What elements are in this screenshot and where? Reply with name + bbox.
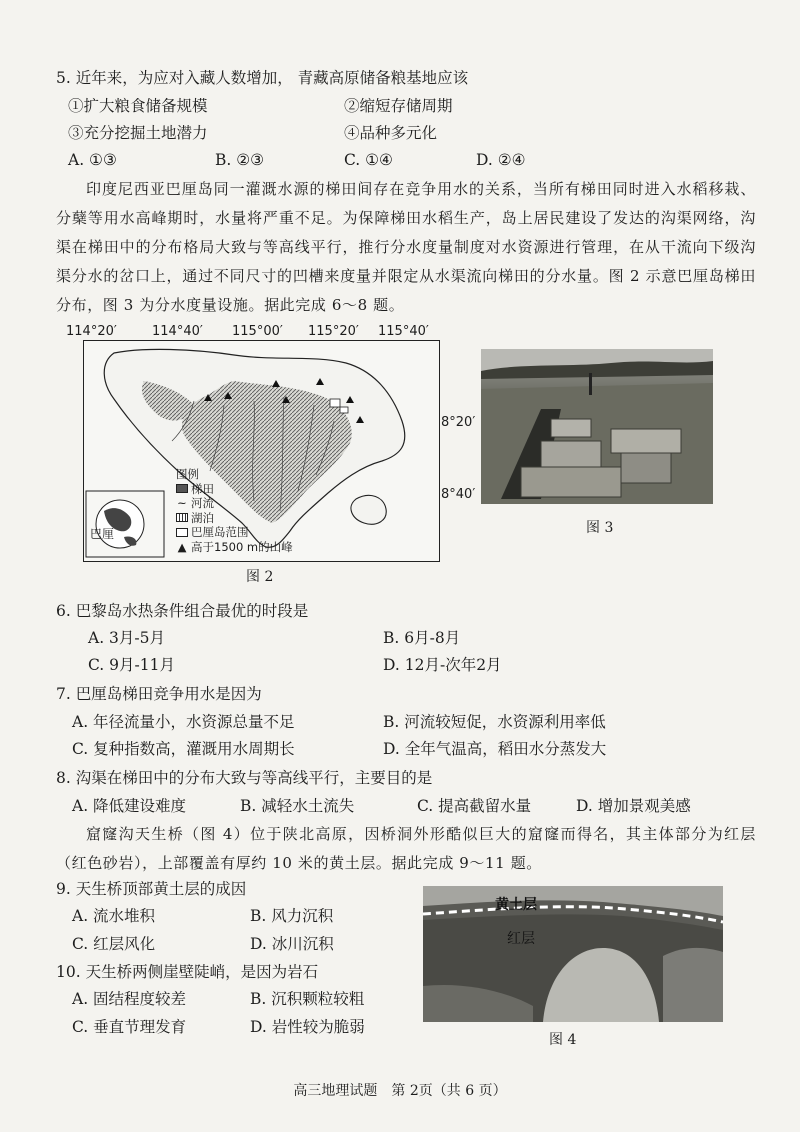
q8-option-b: B. 减轻水土流失 <box>240 797 355 815</box>
lat-tick-1: 8°20′ <box>441 415 476 430</box>
legend-island: 巴厘岛范围 <box>191 525 249 539</box>
q5-option-d: D. ②④ <box>476 151 526 169</box>
q10-option-b: B. 沉积颗粒较粗 <box>250 990 365 1008</box>
lake <box>330 399 340 407</box>
q10-option-c: C. 垂直节理发育 <box>72 1018 187 1036</box>
q10-stem: 10. 天生桥两侧崖壁陡峭，是因为岩石 <box>56 963 319 981</box>
lon-tick-1: 114°20′ <box>66 324 117 339</box>
lon-tick-2: 114°40′ <box>152 324 203 339</box>
bali-terrace-map <box>83 340 440 562</box>
q6-option-b: B. 6月-8月 <box>383 629 461 647</box>
map-legend <box>176 467 293 554</box>
terrace-swatch-icon <box>176 484 188 493</box>
lake-swatch-icon <box>176 513 188 522</box>
nusa-penida <box>351 495 386 524</box>
q9-stem: 9. 天生桥顶部黄土层的成因 <box>56 880 247 898</box>
q5-item-3: ③充分挖掘土地潜力 <box>68 124 208 142</box>
q5-stem: 5. 近年来，为应对入藏人数增加， 青藏高原储备粮基地应该 <box>56 69 469 87</box>
q9-option-b: B. 风力沉积 <box>250 907 334 925</box>
q7-option-b: B. 河流较短促，水资源利用率低 <box>383 713 606 731</box>
fig3-caption: 图 3 <box>586 520 614 536</box>
q10-option-d: D. 岩性较为脆弱 <box>250 1018 365 1036</box>
q6-option-a: A. 3月-5月 <box>88 629 166 647</box>
q7-option-d: D. 全年气温高，稻田水分蒸发大 <box>383 740 607 758</box>
q8-option-d: D. 增加景观美感 <box>576 797 691 815</box>
legend-terrace: 梯田 <box>191 481 214 496</box>
island-boundary-swatch-icon <box>176 528 188 537</box>
lat-tick-2: 8°40′ <box>441 487 476 502</box>
q5-item-1: ①扩大粮食储备规模 <box>68 97 208 115</box>
river-symbol-icon: ~ <box>177 496 187 510</box>
legend-lake: 湖泊 <box>191 510 214 525</box>
q5-option-b: B. ②③ <box>215 151 265 169</box>
q5-option-c: C. ①④ <box>344 151 393 169</box>
q9-option-c: C. 红层风化 <box>72 935 156 953</box>
lake <box>340 407 348 413</box>
q10-option-a: A. 固结程度较差 <box>72 990 187 1008</box>
fig3-photo <box>481 349 713 504</box>
page-footer: 高三地理试题 第 2页（共 6 页） <box>293 1083 507 1099</box>
q7-stem: 7. 巴厘岛梯田竞争用水是因为 <box>56 685 262 703</box>
q9-option-d: D. 冰川沉积 <box>250 935 334 953</box>
passage-bali: 印度尼西亚巴厘岛同一灌溉水源的梯田间存在竞争用水的关系，当所有梯田同时进入水稻移栽、分蘖等用水高峰期时，水量将严重不足。为保障梯田水稻生产，岛上居民建设了发达的沟渠网络，沟渠在梯田中的分布格局大致与等高线平行，推行分水度量制度对水资源进行管理，在从干流向下级沟渠分水的岔口上，通过不同尺寸的凹槽来度量并限定从水渠流向梯田的分水量。图 2 示意巴厘岛梯田分布，图 3 为分水度量设施。据此完成 6～8 题。 <box>56 180 756 314</box>
q5-item-2: ②缩短存储周期 <box>344 97 453 115</box>
legend-river: 河流 <box>191 496 214 510</box>
q6-option-d: D. 12月-次年2月 <box>383 656 502 674</box>
q5-option-a: A. ①③ <box>68 151 117 169</box>
lon-tick-4: 115°20′ <box>308 324 359 339</box>
q8-option-c: C. 提高截留水量 <box>417 797 532 815</box>
fig4-caption: 图 4 <box>549 1032 577 1048</box>
peak-symbol-icon: ▲ <box>177 539 187 554</box>
q5-item-4: ④品种多元化 <box>344 124 438 142</box>
legend-title: 图例 <box>176 467 199 481</box>
red-layer-label: 红层 <box>507 931 535 947</box>
legend-peak: 高于1500 m的山峰 <box>191 539 293 554</box>
inset-label: 巴厘 <box>90 527 115 541</box>
q6-option-c: C. 9月-11月 <box>88 656 175 674</box>
lon-tick-3: 115°00′ <box>232 324 283 339</box>
q7-option-c: C. 复种指数高，灌溉用水周期长 <box>72 740 295 758</box>
q8-stem: 8. 沟渠在梯田中的分布大致与等高线平行，主要目的是 <box>56 769 433 787</box>
q6-stem: 6. 巴黎岛水热条件组合最优的时段是 <box>56 602 309 620</box>
loess-layer-label: 黄土层 <box>495 897 537 913</box>
fig4-photo <box>423 886 723 1022</box>
q9-option-a: A. 流水堆积 <box>72 907 156 925</box>
passage-natural-bridge: 窟窿沟天生桥（图 4）位于陕北高原，因桥洞外形酷似巨大的窟窿而得名，其主体部分为红层（红色砂岩），上部覆盖有厚约 10 米的黄土层。据此完成 9～11 题。 <box>56 825 756 872</box>
fig2-caption: 图 2 <box>246 569 274 585</box>
q7-option-a: A. 年径流量小，水资源总量不足 <box>72 713 295 731</box>
lon-tick-5: 115°40′ <box>378 324 429 339</box>
q8-option-a: A. 降低建设难度 <box>72 797 187 815</box>
